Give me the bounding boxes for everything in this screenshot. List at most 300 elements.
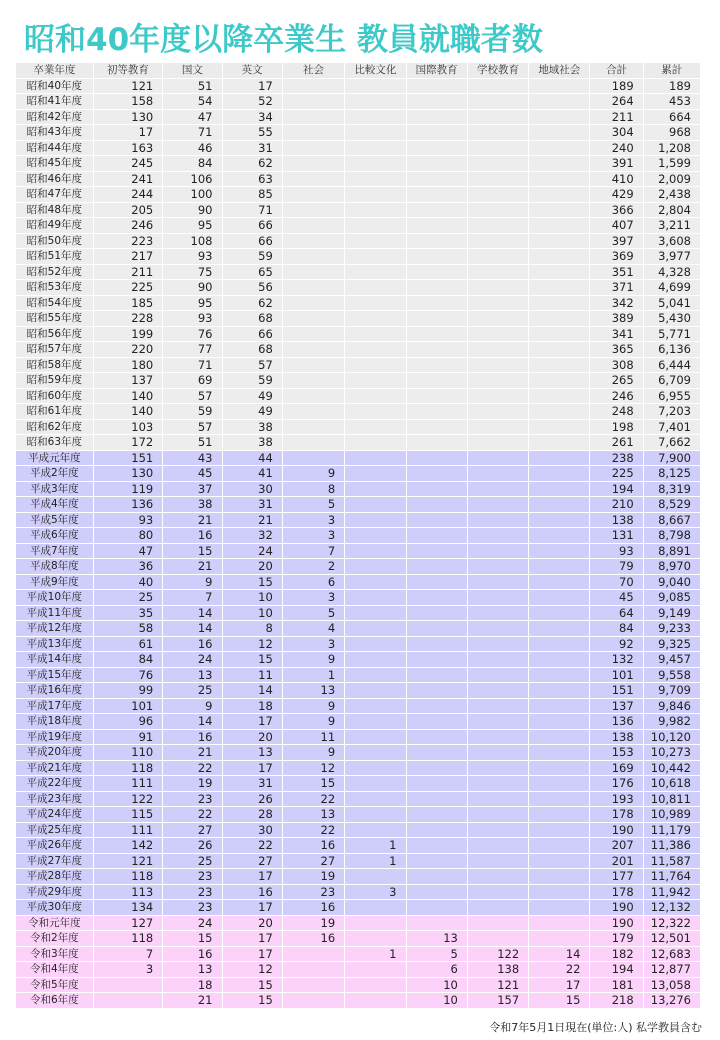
- value-cell: 7: [163, 590, 222, 606]
- value-cell: 4: [282, 621, 344, 637]
- value-cell: [345, 466, 406, 482]
- value-cell: 20: [222, 559, 282, 575]
- value-cell: 22: [282, 791, 344, 807]
- value-cell: [529, 311, 590, 327]
- value-cell: 391: [590, 156, 643, 172]
- value-cell: 26: [163, 838, 222, 854]
- value-cell: [345, 590, 406, 606]
- value-cell: 23: [282, 884, 344, 900]
- value-cell: 30: [222, 481, 282, 497]
- value-cell: [345, 156, 406, 172]
- value-cell: 15: [529, 993, 590, 1009]
- value-cell: 193: [590, 791, 643, 807]
- value-cell: 261: [590, 435, 643, 451]
- value-cell: 6: [406, 962, 467, 978]
- value-cell: [282, 295, 344, 311]
- value-cell: 76: [163, 326, 222, 342]
- value-cell: [345, 78, 406, 94]
- year-cell: 平成5年度: [16, 512, 94, 528]
- value-cell: 10: [406, 993, 467, 1009]
- value-cell: 5: [282, 497, 344, 513]
- table-row: [16, 156, 701, 172]
- value-cell: 8,970: [643, 559, 700, 575]
- value-cell: [345, 931, 406, 947]
- value-cell: 45: [163, 466, 222, 482]
- value-cell: [467, 342, 528, 358]
- value-cell: 341: [590, 326, 643, 342]
- value-cell: 19: [163, 776, 222, 792]
- year-cell: 平成4年度: [16, 497, 94, 513]
- value-cell: 18: [222, 698, 282, 714]
- value-cell: 25: [163, 683, 222, 699]
- table-row: [16, 357, 701, 373]
- value-cell: 30: [222, 822, 282, 838]
- value-cell: 9: [282, 466, 344, 482]
- table-row: [16, 652, 701, 668]
- value-cell: 22: [163, 760, 222, 776]
- value-cell: 153: [590, 745, 643, 761]
- value-cell: 1: [345, 838, 406, 854]
- value-cell: 12: [222, 962, 282, 978]
- page-title: 昭和40年度以降卒業生 教員就職者数: [24, 22, 543, 58]
- value-cell: 968: [643, 125, 700, 141]
- value-cell: 189: [643, 78, 700, 94]
- value-cell: 5,771: [643, 326, 700, 342]
- value-cell: 134: [93, 900, 163, 916]
- table-row: [16, 388, 701, 404]
- table-row: [16, 109, 701, 125]
- value-cell: 265: [590, 373, 643, 389]
- value-cell: 130: [93, 109, 163, 125]
- value-cell: 397: [590, 233, 643, 249]
- value-cell: [467, 683, 528, 699]
- value-cell: 11,179: [643, 822, 700, 838]
- value-cell: 9,040: [643, 574, 700, 590]
- value-cell: [529, 869, 590, 885]
- value-cell: 44: [222, 450, 282, 466]
- table-row: [16, 915, 701, 931]
- value-cell: [345, 621, 406, 637]
- value-cell: [529, 342, 590, 358]
- year-cell: 平成3年度: [16, 481, 94, 497]
- value-cell: [406, 559, 467, 575]
- value-cell: 264: [590, 94, 643, 110]
- value-cell: [345, 280, 406, 296]
- value-cell: [467, 559, 528, 575]
- column-header: 比較文化: [345, 63, 406, 79]
- value-cell: 132: [590, 652, 643, 668]
- value-cell: [467, 481, 528, 497]
- value-cell: 13: [222, 745, 282, 761]
- value-cell: 3,977: [643, 249, 700, 265]
- value-cell: 14: [222, 683, 282, 699]
- value-cell: 8,529: [643, 497, 700, 513]
- value-cell: [345, 714, 406, 730]
- value-cell: [345, 94, 406, 110]
- table-row: [16, 714, 701, 730]
- year-cell: 平成23年度: [16, 791, 94, 807]
- value-cell: [529, 171, 590, 187]
- table-row: [16, 342, 701, 358]
- value-cell: [345, 202, 406, 218]
- value-cell: 66: [222, 233, 282, 249]
- value-cell: 62: [222, 295, 282, 311]
- value-cell: 15: [222, 977, 282, 993]
- value-cell: 365: [590, 342, 643, 358]
- table-row: [16, 171, 701, 187]
- year-cell: 令和2年度: [16, 931, 94, 947]
- value-cell: 14: [529, 946, 590, 962]
- value-cell: [345, 435, 406, 451]
- value-cell: 37: [163, 481, 222, 497]
- value-cell: 27: [222, 853, 282, 869]
- value-cell: [467, 574, 528, 590]
- value-cell: 16: [163, 729, 222, 745]
- value-cell: 163: [93, 140, 163, 156]
- value-cell: [467, 218, 528, 234]
- value-cell: 22: [163, 807, 222, 823]
- value-cell: [93, 977, 163, 993]
- value-cell: [467, 791, 528, 807]
- value-cell: [467, 264, 528, 280]
- value-cell: 5,041: [643, 295, 700, 311]
- year-cell: 平成30年度: [16, 900, 94, 916]
- value-cell: 68: [222, 311, 282, 327]
- value-cell: [282, 993, 344, 1009]
- table-row: [16, 822, 701, 838]
- table-row: [16, 233, 701, 249]
- value-cell: 664: [643, 109, 700, 125]
- value-cell: 2,804: [643, 202, 700, 218]
- column-header: 初等教育: [93, 63, 163, 79]
- value-cell: 13: [282, 807, 344, 823]
- value-cell: [529, 621, 590, 637]
- value-cell: 13: [406, 931, 467, 947]
- value-cell: 62: [222, 156, 282, 172]
- value-cell: 21: [163, 745, 222, 761]
- table-row: [16, 528, 701, 544]
- value-cell: [529, 853, 590, 869]
- footnote: 令和7年5月1日現在(単位:人) 私学教員含む: [489, 1021, 702, 1034]
- value-cell: 84: [590, 621, 643, 637]
- year-cell: 昭和45年度: [16, 156, 94, 172]
- value-cell: [467, 249, 528, 265]
- value-cell: [406, 714, 467, 730]
- value-cell: 14: [163, 621, 222, 637]
- value-cell: [529, 373, 590, 389]
- value-cell: [406, 838, 467, 854]
- value-cell: 4,328: [643, 264, 700, 280]
- value-cell: [406, 156, 467, 172]
- value-cell: 20: [222, 729, 282, 745]
- value-cell: [467, 838, 528, 854]
- value-cell: [345, 915, 406, 931]
- value-cell: [282, 156, 344, 172]
- value-cell: 11,587: [643, 853, 700, 869]
- value-cell: 157: [467, 993, 528, 1009]
- value-cell: [282, 218, 344, 234]
- value-cell: 198: [590, 419, 643, 435]
- value-cell: 138: [467, 962, 528, 978]
- value-cell: 389: [590, 311, 643, 327]
- value-cell: [529, 187, 590, 203]
- value-cell: 238: [590, 450, 643, 466]
- value-cell: [345, 125, 406, 141]
- table-row: [16, 280, 701, 296]
- value-cell: 46: [163, 140, 222, 156]
- value-cell: [406, 249, 467, 265]
- value-cell: 1: [282, 667, 344, 683]
- year-cell: 昭和44年度: [16, 140, 94, 156]
- value-cell: 185: [93, 295, 163, 311]
- table-row: [16, 683, 701, 699]
- value-cell: 1,599: [643, 156, 700, 172]
- value-cell: 407: [590, 218, 643, 234]
- value-cell: [406, 202, 467, 218]
- value-cell: 8,319: [643, 481, 700, 497]
- value-cell: [529, 915, 590, 931]
- value-cell: 13: [282, 683, 344, 699]
- value-cell: 1: [345, 946, 406, 962]
- value-cell: 169: [590, 760, 643, 776]
- value-cell: [345, 497, 406, 513]
- value-cell: [282, 280, 344, 296]
- value-cell: 131: [590, 528, 643, 544]
- column-header: 累計: [643, 63, 700, 79]
- value-cell: [345, 977, 406, 993]
- value-cell: 6,955: [643, 388, 700, 404]
- value-cell: 16: [163, 636, 222, 652]
- value-cell: 7,203: [643, 404, 700, 420]
- value-cell: 96: [93, 714, 163, 730]
- value-cell: 9: [282, 652, 344, 668]
- value-cell: [406, 497, 467, 513]
- value-cell: 32: [222, 528, 282, 544]
- value-cell: 10: [222, 590, 282, 606]
- value-cell: 9: [282, 698, 344, 714]
- year-cell: 平成16年度: [16, 683, 94, 699]
- value-cell: [345, 109, 406, 125]
- value-cell: [467, 357, 528, 373]
- value-cell: 10: [222, 605, 282, 621]
- value-cell: 51: [163, 78, 222, 94]
- value-cell: 371: [590, 280, 643, 296]
- value-cell: [406, 574, 467, 590]
- year-cell: 平成9年度: [16, 574, 94, 590]
- value-cell: 190: [590, 900, 643, 916]
- year-cell: 平成20年度: [16, 745, 94, 761]
- table-row: [16, 853, 701, 869]
- value-cell: [529, 450, 590, 466]
- value-cell: 10,989: [643, 807, 700, 823]
- value-cell: [282, 202, 344, 218]
- table-row: [16, 311, 701, 327]
- value-cell: 12,877: [643, 962, 700, 978]
- value-cell: [406, 915, 467, 931]
- value-cell: 22: [222, 838, 282, 854]
- value-cell: 66: [222, 326, 282, 342]
- value-cell: [467, 636, 528, 652]
- value-cell: 179: [590, 931, 643, 947]
- value-cell: 3: [282, 590, 344, 606]
- value-cell: [345, 652, 406, 668]
- value-cell: 453: [643, 94, 700, 110]
- table-row: [16, 202, 701, 218]
- value-cell: [467, 853, 528, 869]
- table-row: [16, 94, 701, 110]
- value-cell: 28: [222, 807, 282, 823]
- table-row: [16, 605, 701, 621]
- value-cell: 12,322: [643, 915, 700, 931]
- value-cell: [406, 388, 467, 404]
- value-cell: 43: [163, 450, 222, 466]
- value-cell: 172: [93, 435, 163, 451]
- value-cell: 21: [163, 512, 222, 528]
- year-cell: 令和元年度: [16, 915, 94, 931]
- value-cell: [406, 667, 467, 683]
- year-cell: 昭和53年度: [16, 280, 94, 296]
- value-cell: 51: [163, 435, 222, 451]
- value-cell: 6,709: [643, 373, 700, 389]
- value-cell: [406, 357, 467, 373]
- value-cell: 49: [222, 404, 282, 420]
- value-cell: 9,149: [643, 605, 700, 621]
- value-cell: 17: [222, 946, 282, 962]
- value-cell: 55: [222, 125, 282, 141]
- value-cell: 10,120: [643, 729, 700, 745]
- value-cell: 22: [282, 822, 344, 838]
- value-cell: 211: [590, 109, 643, 125]
- value-cell: [467, 528, 528, 544]
- value-cell: 158: [93, 94, 163, 110]
- year-cell: 平成28年度: [16, 869, 94, 885]
- value-cell: [406, 776, 467, 792]
- value-cell: 11,942: [643, 884, 700, 900]
- value-cell: [406, 745, 467, 761]
- value-cell: 45: [590, 590, 643, 606]
- year-cell: 昭和40年度: [16, 78, 94, 94]
- value-cell: 20: [222, 915, 282, 931]
- table-row: [16, 295, 701, 311]
- value-cell: 10,273: [643, 745, 700, 761]
- value-cell: 84: [93, 652, 163, 668]
- value-cell: [467, 590, 528, 606]
- year-cell: 平成12年度: [16, 621, 94, 637]
- value-cell: 218: [590, 993, 643, 1009]
- value-cell: 59: [222, 249, 282, 265]
- value-cell: 246: [93, 218, 163, 234]
- value-cell: 13: [163, 667, 222, 683]
- value-cell: 122: [93, 791, 163, 807]
- value-cell: 3: [345, 884, 406, 900]
- value-cell: [282, 78, 344, 94]
- value-cell: 68: [222, 342, 282, 358]
- value-cell: [406, 652, 467, 668]
- value-cell: 31: [222, 776, 282, 792]
- value-cell: 138: [590, 729, 643, 745]
- value-cell: [406, 791, 467, 807]
- value-cell: [529, 466, 590, 482]
- value-cell: [406, 636, 467, 652]
- column-header: 社会: [282, 63, 344, 79]
- table-row: [16, 729, 701, 745]
- value-cell: 225: [590, 466, 643, 482]
- value-cell: [345, 264, 406, 280]
- column-header: 地域社会: [529, 63, 590, 79]
- value-cell: 84: [163, 156, 222, 172]
- value-cell: 6,136: [643, 342, 700, 358]
- value-cell: [282, 94, 344, 110]
- value-cell: [406, 884, 467, 900]
- value-cell: [467, 621, 528, 637]
- value-cell: [529, 667, 590, 683]
- value-cell: [467, 435, 528, 451]
- value-cell: 130: [93, 466, 163, 482]
- value-cell: 38: [222, 419, 282, 435]
- value-cell: [529, 776, 590, 792]
- value-cell: 5,430: [643, 311, 700, 327]
- value-cell: [529, 636, 590, 652]
- column-header: 国際教育: [406, 63, 467, 79]
- value-cell: 13: [163, 962, 222, 978]
- value-cell: [345, 450, 406, 466]
- value-cell: [282, 357, 344, 373]
- value-cell: [282, 187, 344, 203]
- value-cell: 10,811: [643, 791, 700, 807]
- value-cell: [345, 218, 406, 234]
- table-row: [16, 977, 701, 993]
- value-cell: 41: [222, 466, 282, 482]
- value-cell: [467, 280, 528, 296]
- table-row: [16, 838, 701, 854]
- value-cell: [345, 481, 406, 497]
- value-cell: [406, 590, 467, 606]
- value-cell: 34: [222, 109, 282, 125]
- value-cell: 47: [163, 109, 222, 125]
- value-cell: [345, 869, 406, 885]
- value-cell: [529, 729, 590, 745]
- table-row: [16, 497, 701, 513]
- value-cell: [345, 745, 406, 761]
- value-cell: 3: [282, 636, 344, 652]
- value-cell: [406, 233, 467, 249]
- value-cell: 118: [93, 760, 163, 776]
- table-row: [16, 559, 701, 575]
- value-cell: 75: [163, 264, 222, 280]
- value-cell: [345, 404, 406, 420]
- value-cell: [282, 388, 344, 404]
- table-row: [16, 373, 701, 389]
- value-cell: 16: [163, 946, 222, 962]
- value-cell: 27: [282, 853, 344, 869]
- value-cell: 71: [163, 125, 222, 141]
- table-row: [16, 450, 701, 466]
- value-cell: [467, 915, 528, 931]
- value-cell: 118: [93, 869, 163, 885]
- value-cell: [406, 729, 467, 745]
- table-row: [16, 125, 701, 141]
- value-cell: 3: [93, 962, 163, 978]
- value-cell: 240: [590, 140, 643, 156]
- value-cell: 138: [590, 512, 643, 528]
- value-cell: [529, 233, 590, 249]
- value-cell: 66: [222, 218, 282, 234]
- value-cell: 106: [163, 171, 222, 187]
- value-cell: 101: [93, 698, 163, 714]
- value-cell: [406, 900, 467, 916]
- column-header: 卒業年度: [16, 63, 94, 79]
- value-cell: [406, 94, 467, 110]
